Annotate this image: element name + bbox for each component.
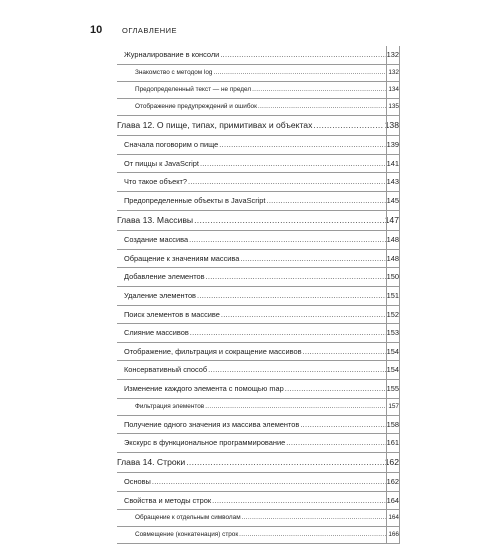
toc-entry-title: Обращение к отдельным символам: [135, 514, 241, 522]
column-rule: [386, 116, 387, 137]
toc-entry-page: 157: [388, 402, 399, 410]
column-rule: [399, 46, 400, 65]
toc-entry: [117, 399, 399, 416]
toc-entry: [117, 65, 399, 82]
column-rule: [399, 510, 400, 527]
dot-leader: [313, 116, 383, 136]
toc-entry-page: 134: [388, 85, 399, 93]
toc-chapter-entry: [117, 116, 399, 137]
toc-entry: [117, 192, 399, 211]
toc-entry-page: 135: [388, 102, 399, 110]
toc-entry-title: Знакомство с методом log: [135, 68, 213, 76]
column-rule: [399, 287, 400, 306]
column-rule: [386, 250, 387, 269]
column-rule: [386, 343, 387, 362]
page-header: [90, 24, 177, 36]
toc-entry-title: Добавление элементов: [124, 272, 205, 282]
dot-leader: [194, 211, 384, 231]
dot-leader: [197, 287, 386, 305]
column-rule: [386, 492, 387, 511]
toc-entry-title: Предопределенные объекты в JavaScript: [124, 195, 266, 205]
dot-leader: [239, 527, 387, 543]
table-of-contents: [117, 46, 399, 544]
dot-leader: [205, 399, 387, 415]
dot-leader: [212, 492, 386, 510]
column-rule: [399, 434, 400, 453]
column-rule: [386, 192, 387, 211]
toc-entry-title: Изменение каждого элемента с помощью map: [124, 383, 284, 393]
dot-leader: [208, 361, 386, 379]
toc-entry-title: Журналирование в консоли: [124, 50, 220, 59]
column-rule: [399, 268, 400, 287]
dot-leader: [220, 46, 385, 64]
toc-entry: [117, 82, 399, 99]
toc-entry-page: 139: [386, 140, 399, 150]
column-rule: [386, 510, 387, 527]
toc-entry-title: Создание массива: [124, 235, 189, 245]
toc-entry-page: 150: [386, 272, 399, 282]
toc-entry-title: Отображение предупреждений и ошибок: [135, 102, 257, 110]
column-rule: [386, 268, 387, 287]
toc-entry: [117, 231, 399, 250]
column-rule: [386, 306, 387, 325]
toc-entry-page: 155: [386, 383, 399, 393]
column-rule: [386, 136, 387, 155]
dot-leader: [214, 65, 388, 81]
toc-entry-page: 143: [386, 177, 399, 187]
column-rule: [399, 306, 400, 325]
dot-leader: [300, 416, 385, 434]
column-rule: [386, 324, 387, 343]
toc-entry-page: 162: [386, 477, 399, 487]
column-rule: [399, 473, 400, 492]
column-rule: [386, 380, 387, 399]
column-rule: [386, 453, 387, 474]
column-rule: [399, 65, 400, 82]
column-rule: [386, 361, 387, 380]
dot-leader: [303, 343, 386, 361]
toc-entry-title: Фильтрация элементов: [135, 402, 205, 410]
dot-leader: [219, 136, 385, 154]
toc-entry-page: 148: [386, 253, 399, 263]
toc-entry-title: От пиццы к JavaScript: [124, 158, 199, 168]
column-rule: [399, 82, 400, 99]
column-rule: [399, 231, 400, 250]
toc-entry: [117, 416, 399, 435]
toc-entry-title: Удаление элементов: [124, 290, 196, 300]
toc-entry-title: Слияние массивов: [124, 328, 189, 338]
toc-entry-title: Предопределенный текст — не предел: [135, 85, 252, 93]
column-rule: [399, 527, 400, 544]
toc-entry-title: Поиск элементов в массиве: [124, 309, 220, 319]
column-rule: [386, 99, 387, 116]
column-rule: [386, 434, 387, 453]
dot-leader: [190, 324, 386, 342]
dot-leader: [221, 306, 386, 324]
column-rule: [386, 231, 387, 250]
column-rule: [399, 211, 400, 232]
column-rule: [399, 136, 400, 155]
dot-leader: [252, 82, 387, 98]
toc-entry-page: 152: [386, 309, 399, 319]
dot-leader: [258, 99, 387, 115]
toc-entry: [117, 99, 399, 116]
column-rule: [386, 46, 387, 65]
toc-entry-page: 164: [388, 514, 399, 522]
toc-entry-page: 132: [388, 68, 399, 76]
toc-entry-page: 138: [384, 119, 399, 130]
column-rule: [399, 192, 400, 211]
toc-entry-page: 154: [386, 365, 399, 375]
toc-entry: [117, 306, 399, 325]
toc-entry-page: 162: [384, 456, 399, 467]
toc-entry: [117, 324, 399, 343]
toc-entry-page: 158: [386, 419, 399, 429]
column-rule: [386, 527, 387, 544]
column-rule: [399, 173, 400, 192]
toc-entry-page: 148: [386, 235, 399, 245]
toc-entry: [117, 510, 399, 527]
dot-leader: [285, 380, 386, 398]
column-rule: [386, 173, 387, 192]
toc-chapter-entry: [117, 453, 399, 474]
column-rule: [386, 399, 387, 416]
toc-entry-title: Глава 12. О пище, типах, примитивах и объектах: [117, 119, 313, 130]
toc-entry: [117, 434, 399, 453]
toc-chapter-entry: [117, 211, 399, 232]
toc-entry: [117, 155, 399, 174]
toc-entry-title: Что такое объект?: [124, 177, 188, 187]
column-rule: [399, 324, 400, 343]
toc-entry-page: 164: [386, 495, 399, 505]
column-rule: [386, 82, 387, 99]
toc-entry-page: 154: [386, 346, 399, 356]
dot-leader: [240, 250, 385, 268]
toc-entry: [117, 343, 399, 362]
toc-entry-page: 153: [386, 328, 399, 338]
column-rule: [386, 287, 387, 306]
column-rule: [399, 399, 400, 416]
dot-leader: [242, 510, 388, 526]
toc-entry: [117, 527, 399, 544]
dot-leader: [266, 192, 385, 210]
toc-entry: [117, 268, 399, 287]
toc-entry: [117, 473, 399, 492]
toc-entry: [117, 287, 399, 306]
toc-entry-title: Получение одного значения из массива элементов: [124, 419, 300, 429]
dot-leader: [152, 473, 386, 491]
column-rule: [399, 250, 400, 269]
toc-entry-page: 161: [386, 438, 399, 448]
column-rule: [386, 65, 387, 82]
column-rule: [386, 416, 387, 435]
toc-entry-title: Консервативный способ: [124, 365, 208, 375]
column-rule: [399, 155, 400, 174]
toc-entry: [117, 46, 399, 65]
toc-entry-title: Отображение, фильтрация и сокращение массивов: [124, 346, 302, 356]
toc-entry-title: Основы: [124, 477, 151, 487]
dot-leader: [189, 231, 386, 249]
toc-entry-page: 166: [388, 531, 399, 539]
page-number: 10: [90, 24, 103, 36]
column-rule: [386, 473, 387, 492]
toc-entry-title: Экскурс в функциональное программирование: [124, 438, 286, 448]
column-rule: [399, 361, 400, 380]
column-rule: [399, 453, 400, 474]
toc-entry-page: 141: [386, 158, 399, 168]
column-rule: [399, 380, 400, 399]
toc-entry-page: 147: [384, 214, 399, 225]
column-rule: [399, 116, 400, 137]
toc-entry-page: 145: [386, 195, 399, 205]
column-rule: [399, 492, 400, 511]
toc-entry: [117, 380, 399, 399]
toc-entry: [117, 250, 399, 269]
dot-leader: [200, 155, 386, 173]
toc-entry: [117, 361, 399, 380]
toc-entry-title: Глава 13. Массивы: [117, 214, 194, 225]
toc-entry-page: 151: [386, 290, 399, 300]
toc-entry-page: 132: [386, 50, 399, 59]
toc-entry-title: Сначала поговорим о пище: [124, 140, 219, 150]
toc-entry-title: Свойства и методы строк: [124, 495, 212, 505]
toc-entry: [117, 492, 399, 511]
column-rule: [399, 416, 400, 435]
dot-leader: [186, 453, 383, 473]
column-rule: [386, 155, 387, 174]
column-rule: [386, 211, 387, 232]
dot-leader: [286, 434, 385, 452]
toc-entry: [117, 136, 399, 155]
toc-entry: [117, 173, 399, 192]
toc-entry-title: Обращение к значениям массива: [124, 253, 240, 263]
toc-entry-title: Глава 14. Строки: [117, 456, 186, 467]
column-rule: [399, 99, 400, 116]
toc-entry-title: Совмещение (конкатенация) строк: [135, 531, 239, 539]
running-title: ОГЛАВЛЕНИЕ: [122, 26, 178, 35]
column-rule: [399, 343, 400, 362]
dot-leader: [206, 268, 386, 286]
dot-leader: [188, 173, 386, 191]
